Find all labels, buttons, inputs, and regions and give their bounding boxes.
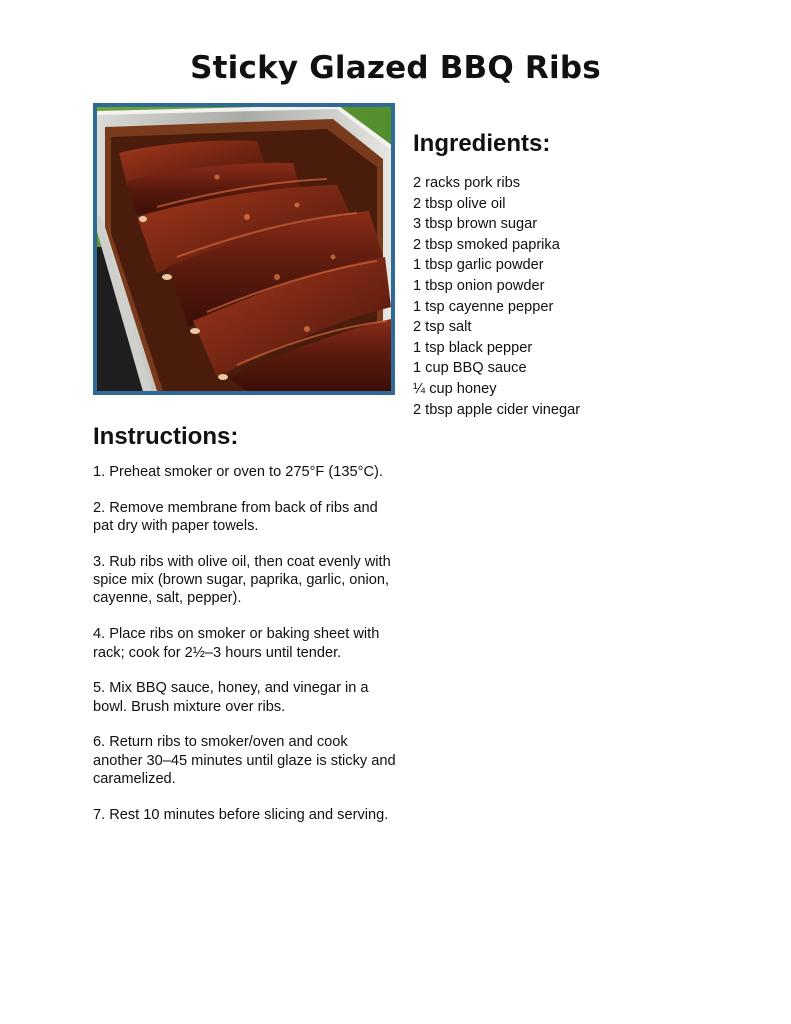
instructions-list: [93, 463, 398, 842]
instruction-step: 6. Return ribs to smoker/oven and cook another 30–45 minutes until glaze is sticky and caramelized.: [93, 734, 396, 788]
ingredient-item: ¼ cup honey: [413, 380, 497, 397]
ingredient-item: 2 tbsp apple cider vinegar: [413, 401, 581, 418]
instruction-step: 2. Remove membrane from back of ribs and pat dry with paper towels.: [93, 499, 378, 535]
ingredient-item: 2 tbsp smoked paprika: [413, 236, 560, 253]
ingredient-item: 1 tsp black pepper: [413, 339, 533, 356]
ingredient-item: 2 tsp salt: [413, 319, 472, 336]
ingredient-item: 2 racks pork ribs: [413, 175, 521, 191]
instructions-heading: Instructions:: [93, 423, 239, 450]
instruction-step: 1. Preheat smoker or oven to 275°F (135°C).: [93, 464, 383, 480]
recipe-title: Sticky Glazed BBQ Ribs: [190, 50, 601, 86]
instruction-step: 4. Place ribs on smoker or baking sheet with rack; cook for 2½–3 hours until tender.: [93, 626, 380, 661]
instruction-step: 3. Rub ribs with olive oil, then coat evenly with spice mix (brown sugar, paprika, garlic, onion, cayenne, salt, pepper).: [93, 553, 391, 607]
ingredients-heading: Ingredients:: [413, 130, 551, 157]
ingredient-item: 3 tbsp brown sugar: [413, 216, 538, 233]
ingredient-item: 1 tbsp garlic powder: [413, 257, 544, 274]
ingredient-item: 1 tbsp onion powder: [413, 277, 545, 294]
instruction-step: 5. Mix BBQ sauce, honey, and vinegar in a bowl. Brush mixture over ribs.: [93, 680, 369, 715]
ribs-photo: [93, 103, 395, 395]
instruction-step: 7. Rest 10 minutes before slicing and serving.: [93, 806, 389, 823]
ingredient-item: 2 tbsp olive oil: [413, 195, 506, 212]
ingredient-item: 1 cup BBQ sauce: [413, 360, 527, 377]
ingredient-item: 1 tsp cayenne pepper: [413, 298, 554, 315]
ingredients-list: [413, 173, 580, 420]
ribs-illustration: [97, 107, 391, 391]
